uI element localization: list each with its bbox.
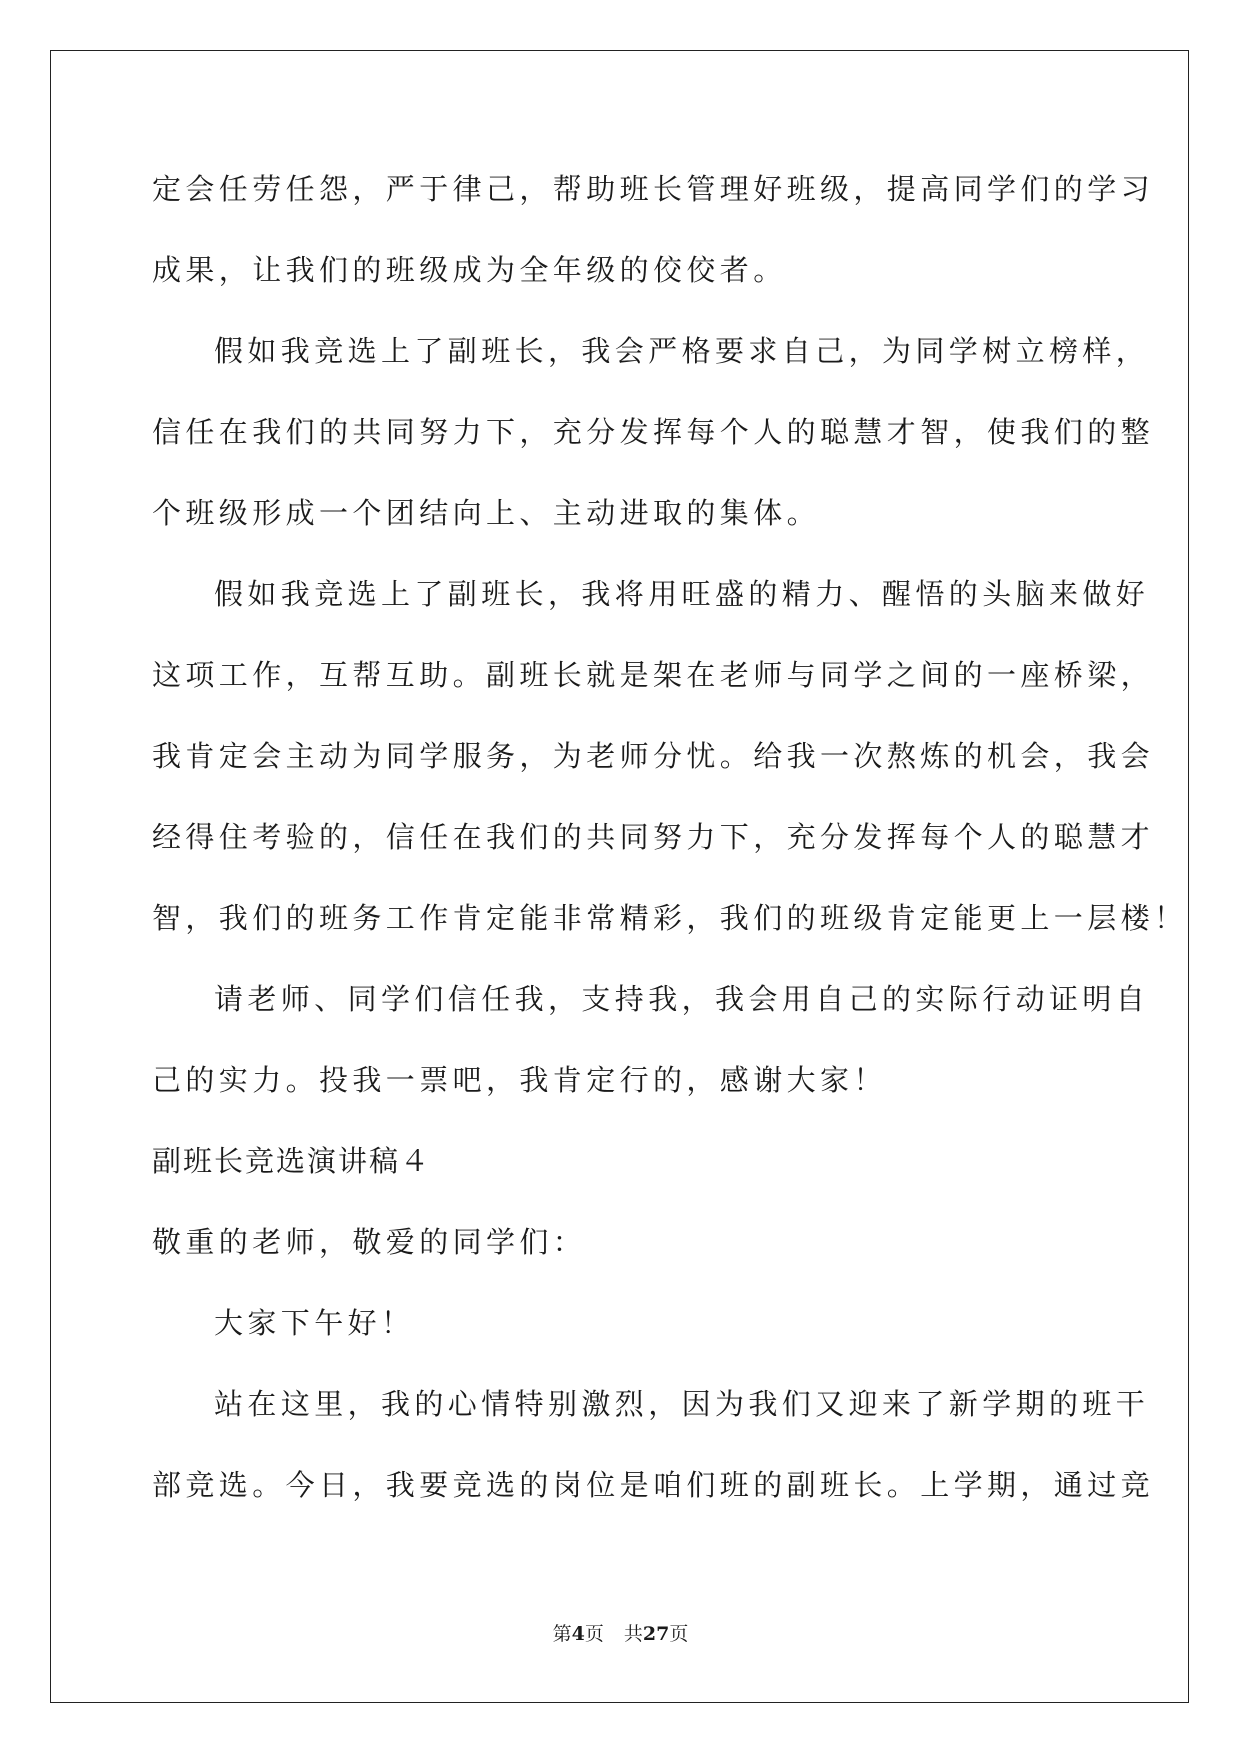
paragraph-start-line: 假如我竞选上了副班长，我将用旺盛的精力、醒悟的头脑来做好 — [214, 577, 1150, 611]
text-line: 成果，让我们的班级成为全年级的佼佼者。 — [152, 253, 787, 287]
text-line: 智，我们的班务工作肯定能非常精彩，我们的班级肯定能更上一层楼！ — [152, 901, 1188, 935]
text-line: 个班级形成一个团结向上、主动进取的集体。 — [152, 496, 821, 530]
total-suffix: 页 — [669, 1623, 689, 1645]
page-prefix: 第 — [552, 1623, 572, 1645]
text-line: 我肯定会主动为同学服务，为老师分忧。给我一次熬炼的机会，我会 — [152, 739, 1155, 773]
total-pages: 27 — [642, 1623, 670, 1645]
page-number: 4 — [571, 1623, 585, 1645]
salutation: 敬重的老师，敬爱的同学们： — [152, 1225, 587, 1259]
text-line: 经得住考验的，信任在我们的共同努力下，充分发挥每个人的聪慧才 — [152, 820, 1155, 854]
paragraph-start-line: 请老师、同学们信任我，支持我，我会用自己的实际行动证明自 — [214, 982, 1150, 1016]
page-suffix: 页 — [584, 1623, 604, 1645]
page-border — [50, 50, 1189, 1703]
page-footer — [0, 1622, 1241, 1646]
text-line: 这项工作，互帮互助。副班长就是架在老师与同学之间的一座桥梁， — [152, 658, 1155, 692]
greeting: 大家下午好！ — [214, 1306, 415, 1340]
paragraph-start-line: 假如我竞选上了副班长，我会严格要求自己，为同学树立榜样， — [214, 334, 1150, 368]
text-line: 信任在我们的共同努力下，充分发挥每个人的聪慧才智，使我们的整 — [152, 415, 1155, 449]
text-line: 己的实力。投我一票吧，我肯定行的，感谢大家！ — [152, 1063, 887, 1097]
text-line: 部竞选。今日，我要竞选的岗位是咱们班的副班长。上学期，通过竞 — [152, 1468, 1155, 1502]
paragraph-start-line: 站在这里，我的心情特别激烈，因为我们又迎来了新学期的班干 — [214, 1387, 1150, 1421]
text-line: 定会任劳任怨，严于律己，帮助班长管理好班级，提高同学们的学习 — [152, 172, 1155, 206]
section-heading: 副班长竞选演讲稿４ — [152, 1144, 432, 1178]
total-prefix: 共 — [623, 1623, 643, 1645]
